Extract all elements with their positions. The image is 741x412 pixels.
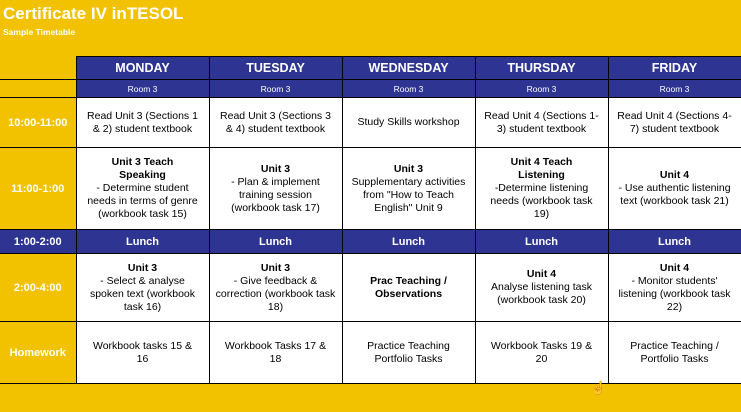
timetable bbox=[0, 56, 741, 384]
day-header: THURSDAY bbox=[475, 57, 608, 80]
day-header: MONDAY bbox=[76, 57, 209, 80]
cell-text: English" Unit 9 bbox=[374, 201, 443, 214]
day-header: FRIDAY bbox=[608, 57, 741, 80]
time-slot: 10:00-11:00 bbox=[0, 98, 76, 148]
day-header: WEDNESDAY bbox=[342, 57, 475, 80]
cell-heading: Listening bbox=[518, 169, 565, 181]
cell-text: Workbook Tasks 17 & bbox=[224, 339, 327, 352]
timetable-cell bbox=[475, 98, 608, 148]
timetable-cell bbox=[475, 148, 608, 230]
timetable-cell bbox=[608, 148, 741, 230]
cell-text: Portfolio Tasks bbox=[374, 352, 443, 365]
cell-text: -Determine listening bbox=[494, 182, 589, 194]
room-label: Room 3 bbox=[342, 80, 475, 98]
cell-text: training session bbox=[239, 188, 312, 201]
room-label: Room 3 bbox=[209, 80, 342, 98]
cell-text: 18) bbox=[267, 300, 284, 313]
cell-text: 22) bbox=[666, 300, 683, 313]
timetable-cell bbox=[209, 148, 342, 230]
hand-pointer-icon: ☝ bbox=[590, 380, 607, 395]
cell-text: 16 bbox=[136, 352, 149, 365]
room-label: Room 3 bbox=[76, 80, 209, 98]
lunch-cell: Lunch bbox=[209, 230, 342, 254]
cell-text: (workbook task 15) bbox=[98, 208, 187, 220]
cell-text: - Plan & implement bbox=[231, 175, 320, 188]
lunch-cell: Lunch bbox=[475, 230, 608, 254]
time-slot: 11:00-1:00 bbox=[0, 148, 76, 230]
corner-cell bbox=[0, 57, 76, 80]
cell-text: Practice Teaching / bbox=[630, 339, 719, 352]
cell-text: - Use authentic listening bbox=[618, 182, 731, 194]
cell-text: Supplementary activities bbox=[351, 175, 466, 188]
timetable-cell bbox=[76, 254, 209, 322]
day-header: TUESDAY bbox=[209, 57, 342, 80]
room-label: Room 3 bbox=[475, 80, 608, 98]
timetable-cell bbox=[76, 148, 209, 230]
timetable-cell bbox=[209, 98, 342, 148]
cell-heading: Unit 3 bbox=[127, 261, 158, 274]
cell-heading: Unit 4 bbox=[659, 261, 690, 274]
cell-heading: Unit 4 bbox=[659, 169, 690, 181]
timetable-cell bbox=[608, 254, 741, 322]
cell-text: Portfolio Tasks bbox=[640, 352, 709, 365]
cell-text: correction (workbook task bbox=[215, 287, 336, 300]
cell-text: 3) student textbook bbox=[496, 122, 587, 135]
page-subtitle: Sample Timetable bbox=[3, 27, 76, 37]
corner-room-cell bbox=[0, 80, 76, 98]
cell-heading: Unit 3 Teach bbox=[111, 156, 174, 168]
cell-text: - Select & analyse bbox=[100, 274, 185, 287]
page-title: Certificate IV inTESOL bbox=[3, 4, 184, 23]
timetable-cell bbox=[342, 254, 475, 322]
timetable-cell bbox=[342, 148, 475, 230]
cell-heading: Unit 3 bbox=[260, 261, 291, 274]
cell-text: 7) student textbook bbox=[629, 122, 720, 135]
cell-text: Practice Teaching bbox=[367, 339, 450, 352]
cell-heading: Unit 4 Teach bbox=[510, 156, 573, 168]
cell-text: 20 bbox=[535, 352, 548, 365]
timetable-cell bbox=[342, 98, 475, 148]
cell-text: Read Unit 3 (Sections 3 bbox=[220, 109, 331, 122]
lunch-cell: Lunch bbox=[342, 230, 475, 254]
cell-text: listening (workbook task bbox=[618, 287, 731, 300]
time-slot: 1:00-2:00 bbox=[0, 230, 76, 254]
cell-text: Workbook Tasks 19 & bbox=[490, 339, 593, 352]
cell-text: needs (workbook task bbox=[490, 195, 593, 207]
timetable-cell bbox=[76, 322, 209, 384]
time-slot: 2:00-4:00 bbox=[0, 254, 76, 322]
timetable-cell bbox=[475, 254, 608, 322]
timetable-cell bbox=[608, 322, 741, 384]
cell-text: 18 bbox=[269, 352, 282, 365]
timetable-cell bbox=[209, 254, 342, 322]
cell-text: spoken text (workbook bbox=[89, 287, 196, 300]
cell-heading: Unit 4 bbox=[526, 268, 557, 280]
cell-text: (workbook task 17) bbox=[231, 201, 320, 214]
timetable-cell bbox=[209, 322, 342, 384]
lunch-cell: Lunch bbox=[608, 230, 741, 254]
cell-text: from "How to Teach bbox=[362, 188, 455, 201]
cell-heading: Prac Teaching / bbox=[370, 274, 447, 287]
cell-heading: Unit 3 bbox=[393, 162, 424, 175]
room-label: Room 3 bbox=[608, 80, 741, 98]
cell-text: Read Unit 3 (Sections 1 bbox=[87, 109, 198, 122]
cell-heading: Unit 3 bbox=[260, 162, 291, 175]
cell-text: text (workbook task 21) bbox=[620, 195, 729, 207]
cell-text: Study Skills workshop bbox=[357, 116, 460, 128]
cell-text: & 2) student textbook bbox=[92, 122, 193, 135]
cell-text: - Monitor students' bbox=[631, 274, 718, 287]
cell-text: Workbook tasks 15 & bbox=[92, 339, 193, 352]
cell-text: Read Unit 4 (Sections 4- bbox=[617, 109, 732, 122]
cell-heading: Observations bbox=[374, 287, 443, 300]
cell-text: & 4) student textbook bbox=[225, 122, 326, 135]
timetable-cell bbox=[475, 322, 608, 384]
lunch-cell: Lunch bbox=[76, 230, 209, 254]
cell-text: Read Unit 4 (Sections 1- bbox=[484, 109, 599, 122]
cell-text: - Give feedback & bbox=[233, 274, 318, 287]
timetable-cell bbox=[342, 322, 475, 384]
cell-text: 19) bbox=[533, 208, 550, 220]
cell-text: (workbook task 20) bbox=[497, 294, 586, 306]
time-slot: Homework bbox=[0, 322, 76, 384]
cell-text: Analyse listening task bbox=[491, 281, 592, 293]
cell-text: - Determine student bbox=[96, 182, 189, 194]
cell-heading: Speaking bbox=[119, 169, 166, 181]
timetable-cell bbox=[76, 98, 209, 148]
cell-text: needs in terms of genre bbox=[87, 195, 198, 207]
timetable-cell bbox=[608, 98, 741, 148]
cell-text: task 16) bbox=[123, 300, 162, 313]
